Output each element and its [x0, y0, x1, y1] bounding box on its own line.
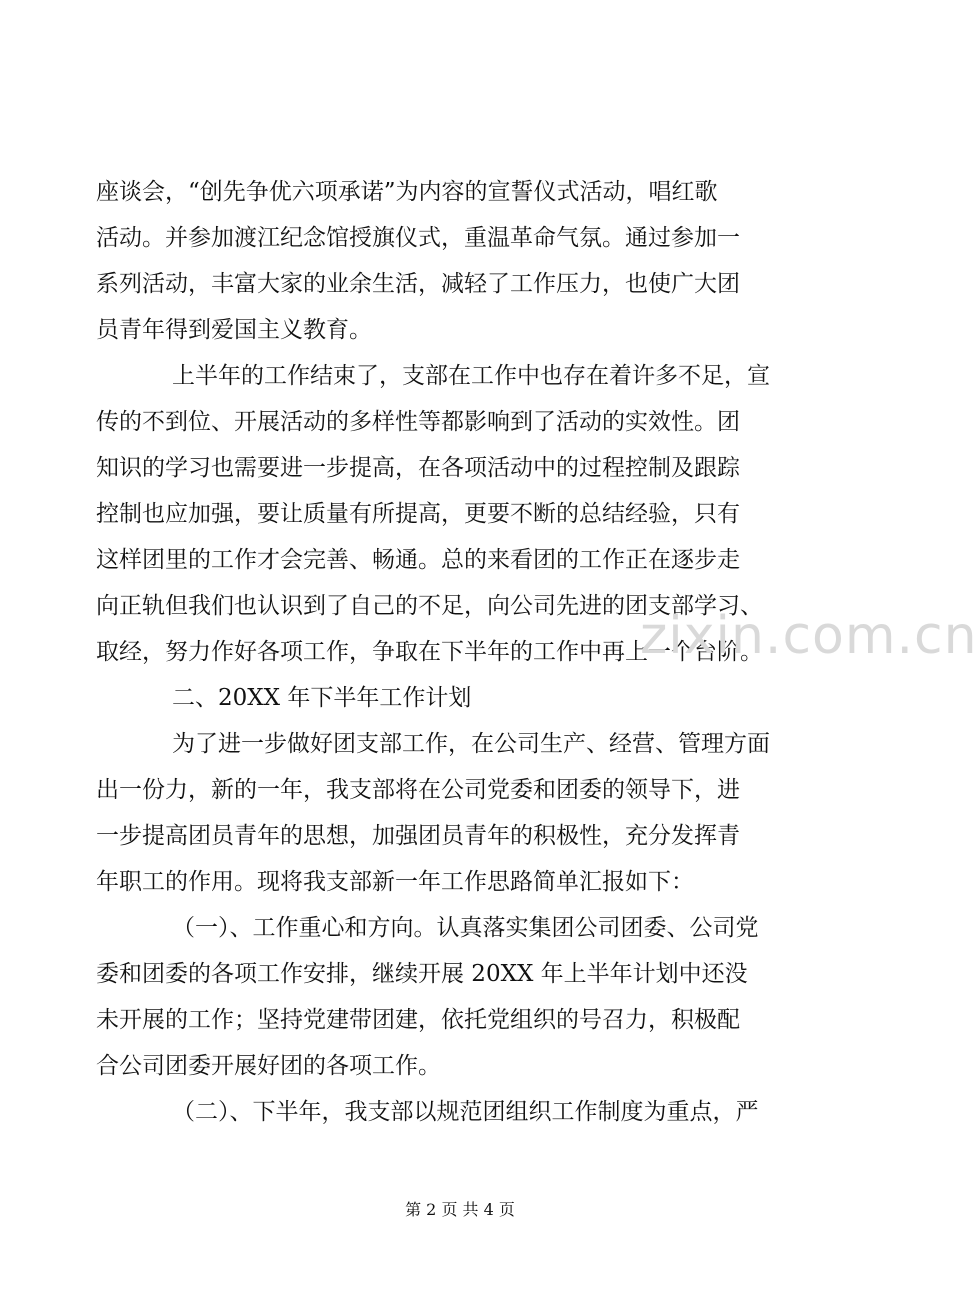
watermark: zixin.com.cn: [640, 606, 978, 666]
text-line: 取经，努力作好各项工作，争取在下半年的工作中再上一个台阶。: [96, 639, 763, 665]
page-footer: 第 2 页 共 4 页: [405, 1200, 515, 1219]
text-line: （一）、工作重心和方向。认真落实集团公司团委、公司党: [172, 915, 759, 941]
text-line: 座谈会，“创先争优六项承诺”为内容的宣誓仪式活动，唱红歌: [96, 179, 718, 205]
text-line: 系列活动，丰富大家的业余生活，减轻了工作压力，也使广大团: [96, 271, 740, 297]
text-line: 合公司团委开展好团的各项工作。: [96, 1053, 441, 1079]
text-line: 出一份力，新的一年，我支部将在公司党委和团委的领导下，进: [96, 777, 740, 803]
text-line: 向正轨但我们也认识到了自己的不足，向公司先进的团支部学习、: [96, 593, 763, 619]
text-line: 活动。并参加渡江纪念馆授旗仪式，重温革命气氛。通过参加一: [96, 225, 740, 251]
text-line: （二）、下半年，我支部以规范团组织工作制度为重点，严: [172, 1099, 759, 1125]
section-heading: 二、20XX 年下半年工作计划: [172, 685, 472, 711]
text-line: 传的不到位、开展活动的多样性等都影响到了活动的实效性。团: [96, 409, 740, 435]
text-line: 知识的学习也需要进一步提高，在各项活动中的过程控制及跟踪: [96, 455, 740, 481]
text-line: 上半年的工作结束了，支部在工作中也存在着许多不足，宣: [172, 363, 770, 389]
text-line: 这样团里的工作才会完善、畅通。总的来看团的工作正在逐步走: [96, 547, 740, 573]
text-line: 员青年得到爱国主义教育。: [96, 317, 372, 343]
text-line: 控制也应加强，要让质量有所提高，更要不断的总结经验，只有: [96, 501, 740, 527]
text-line: 委和团委的各项工作安排，继续开展 20XX 年上半年计划中还没: [96, 961, 748, 987]
text-line: 为了进一步做好团支部工作，在公司生产、经营、管理方面: [172, 731, 770, 757]
text-line: 未开展的工作；坚持党建带团建，依托党组织的号召力，积极配: [96, 1007, 740, 1033]
text-line: 年职工的作用。现将我支部新一年工作思路简单汇报如下：: [96, 869, 694, 895]
text-line: 一步提高团员青年的思想，加强团员青年的积极性，充分发挥青: [96, 823, 740, 849]
